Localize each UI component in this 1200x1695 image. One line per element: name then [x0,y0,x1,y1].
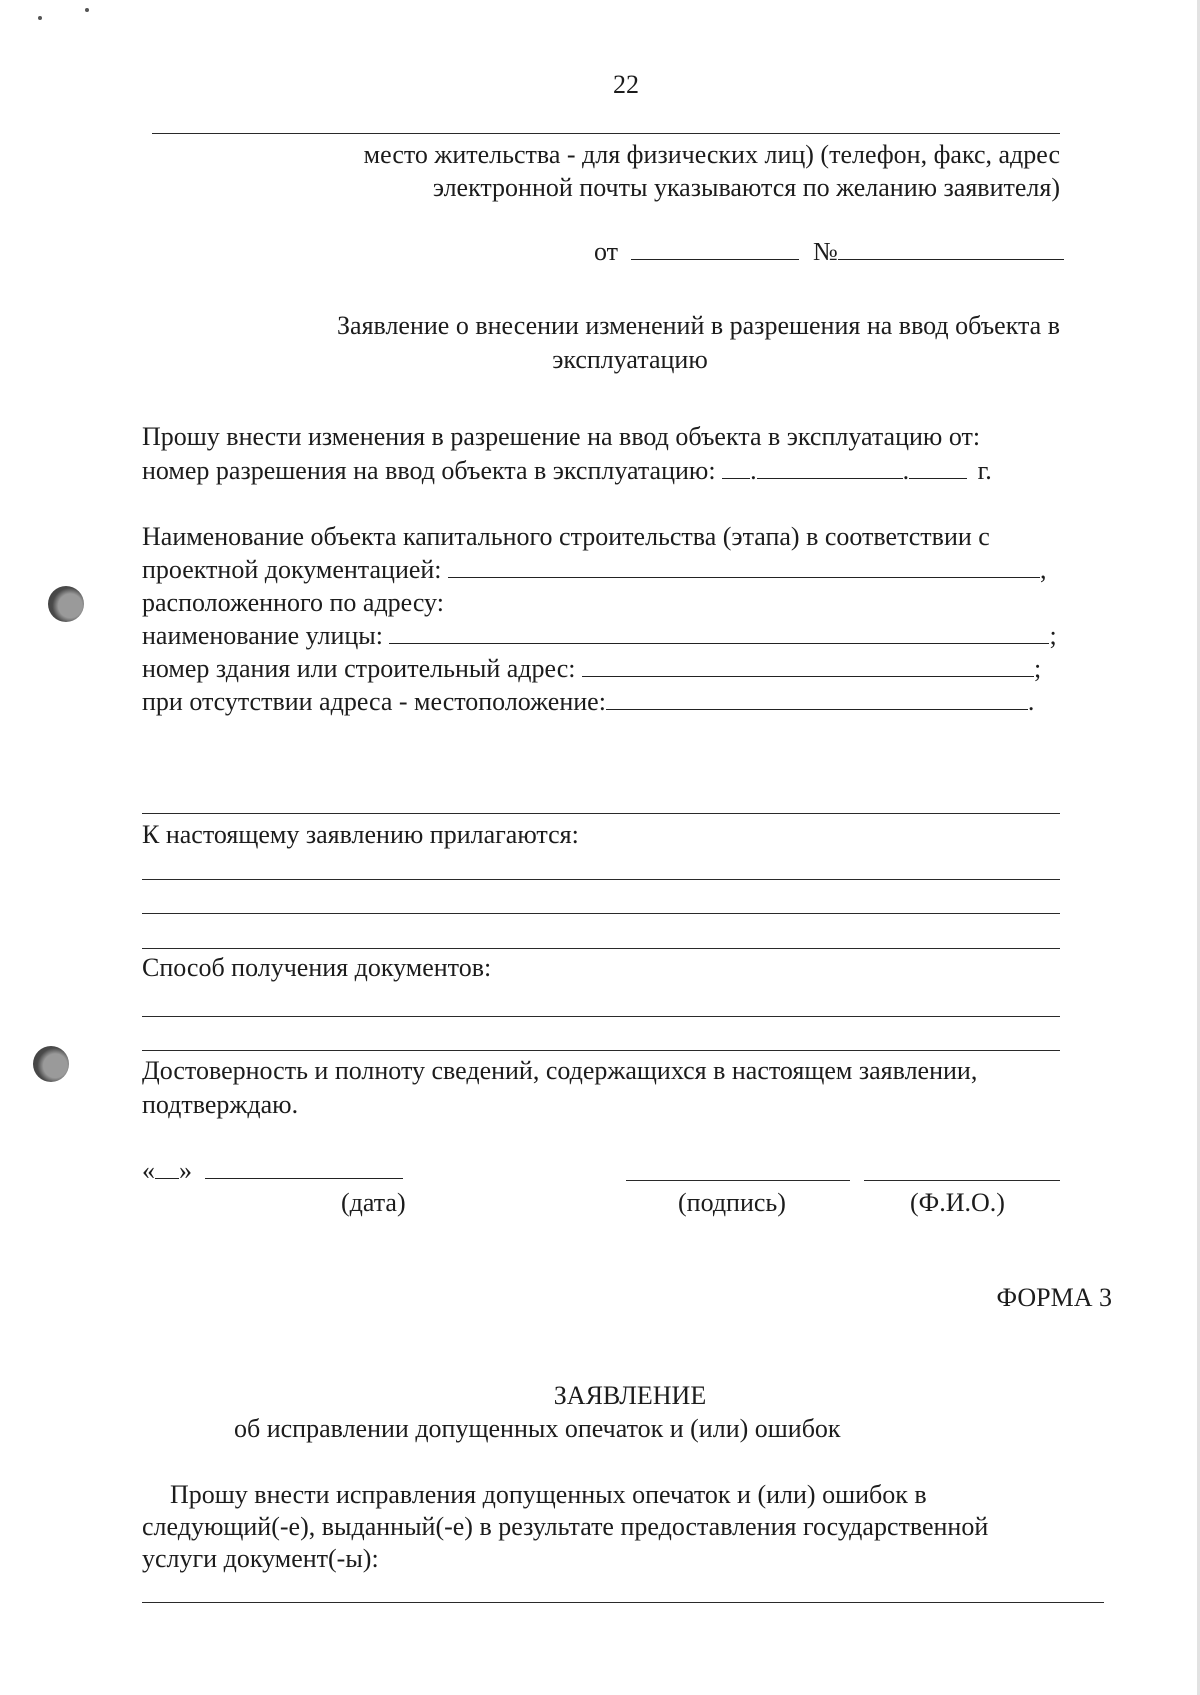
delivery-label: Способ получения документов: [142,953,492,982]
signature-caption: (подпись) [678,1188,786,1217]
header-line-1: место жительства - для физических лиц) (телефон, факс, адрес [363,140,1060,169]
sign-day-field[interactable] [155,1156,179,1179]
from-label: от [594,237,619,266]
date-caption: (дата) [341,1188,406,1217]
permit-year-field[interactable] [909,456,967,479]
location-line: при отсутствии адреса - местоположение: . [142,687,1035,716]
attachments-line[interactable] [142,948,1060,949]
object-line-2: проектной документацией: , [142,555,1047,584]
street-field[interactable] [389,621,1049,644]
attachments-label: К настоящему заявлению прилагаются: [142,820,579,849]
object-name-field[interactable] [448,555,1040,578]
form2-title-line-2: эксплуатацию [552,345,708,374]
street-line: наименование улицы: ; [142,621,1057,650]
number-field[interactable] [838,237,1064,260]
permit-day-field[interactable] [722,456,750,479]
form3-body-line-2: следующий(-е), выданный(-е) в результате предоставления государственной [142,1512,989,1541]
page-number: 22 [613,70,639,99]
sign-date-field[interactable] [205,1156,403,1179]
request-line-1: Прошу внести изменения в разрешение на ввод объекта в эксплуатацию от: [142,422,981,451]
project-doc-label: проектной документацией: [142,555,442,584]
documents-line[interactable] [142,1602,1104,1603]
building-line: номер здания или строительный адрес: ; [142,654,1042,683]
located-label: расположенного по адресу: [142,588,444,617]
delivery-line[interactable] [142,1016,1060,1017]
confirm-line-2: подтверждаю. [142,1090,299,1119]
fio-caption: (Ф.И.О.) [910,1188,1005,1217]
form3-body-line-1: Прошу внести исправления допущенных опечаток и (или) ошибок в [170,1480,927,1509]
permit-number-label: номер разрешения на ввод объекта в эксплуатацию: [142,456,716,485]
date-field[interactable] [631,237,799,260]
form3-title: ЗАЯВЛЕНИЕ [553,1381,707,1410]
header-line-2: электронной почты указываются по желанию заявителя) [432,173,1060,202]
date-quote: « » [142,1156,403,1186]
ref-line [594,237,1064,267]
form2-title-line-1: Заявление о внесении изменений в разрешения на ввод объекта в [337,311,1060,340]
form3-body-line-3: услуги документ(-ы): [142,1544,379,1573]
location-field[interactable] [606,687,1028,710]
attachments-line[interactable] [142,879,1060,880]
location-label: при отсутствии адреса - местоположение: [142,687,606,716]
scan-speck [85,8,89,12]
object-line-1: Наименование объекта капитального строительства (этапа) в соответствии с [142,522,990,551]
header-rule [152,133,1060,134]
permit-month-field[interactable] [757,456,903,479]
punch-hole-icon [48,586,84,622]
delivery-line[interactable] [142,1050,1060,1051]
number-label: № [813,237,838,266]
fio-field[interactable] [864,1180,1060,1181]
scan-speck [38,16,42,20]
building-field[interactable] [582,654,1034,677]
signature-field[interactable] [626,1180,850,1181]
form3-subtitle: об исправлении допущенных опечаток и (или) ошибок [234,1414,841,1443]
year-abbr: г. [977,456,992,485]
form3-label: ФОРМА 3 [996,1283,1112,1312]
blank-line[interactable] [142,813,1060,814]
punch-hole-icon [33,1046,69,1082]
attachments-line[interactable] [142,913,1060,914]
building-label: номер здания или строительный адрес: [142,654,576,683]
confirm-line-1: Достоверность и полноту сведений, содержащихся в настоящем заявлении, [142,1056,978,1085]
street-label: наименование улицы: [142,621,383,650]
request-line-2: номер разрешения на ввод объекта в эксплуатацию: . . г. [142,456,992,485]
